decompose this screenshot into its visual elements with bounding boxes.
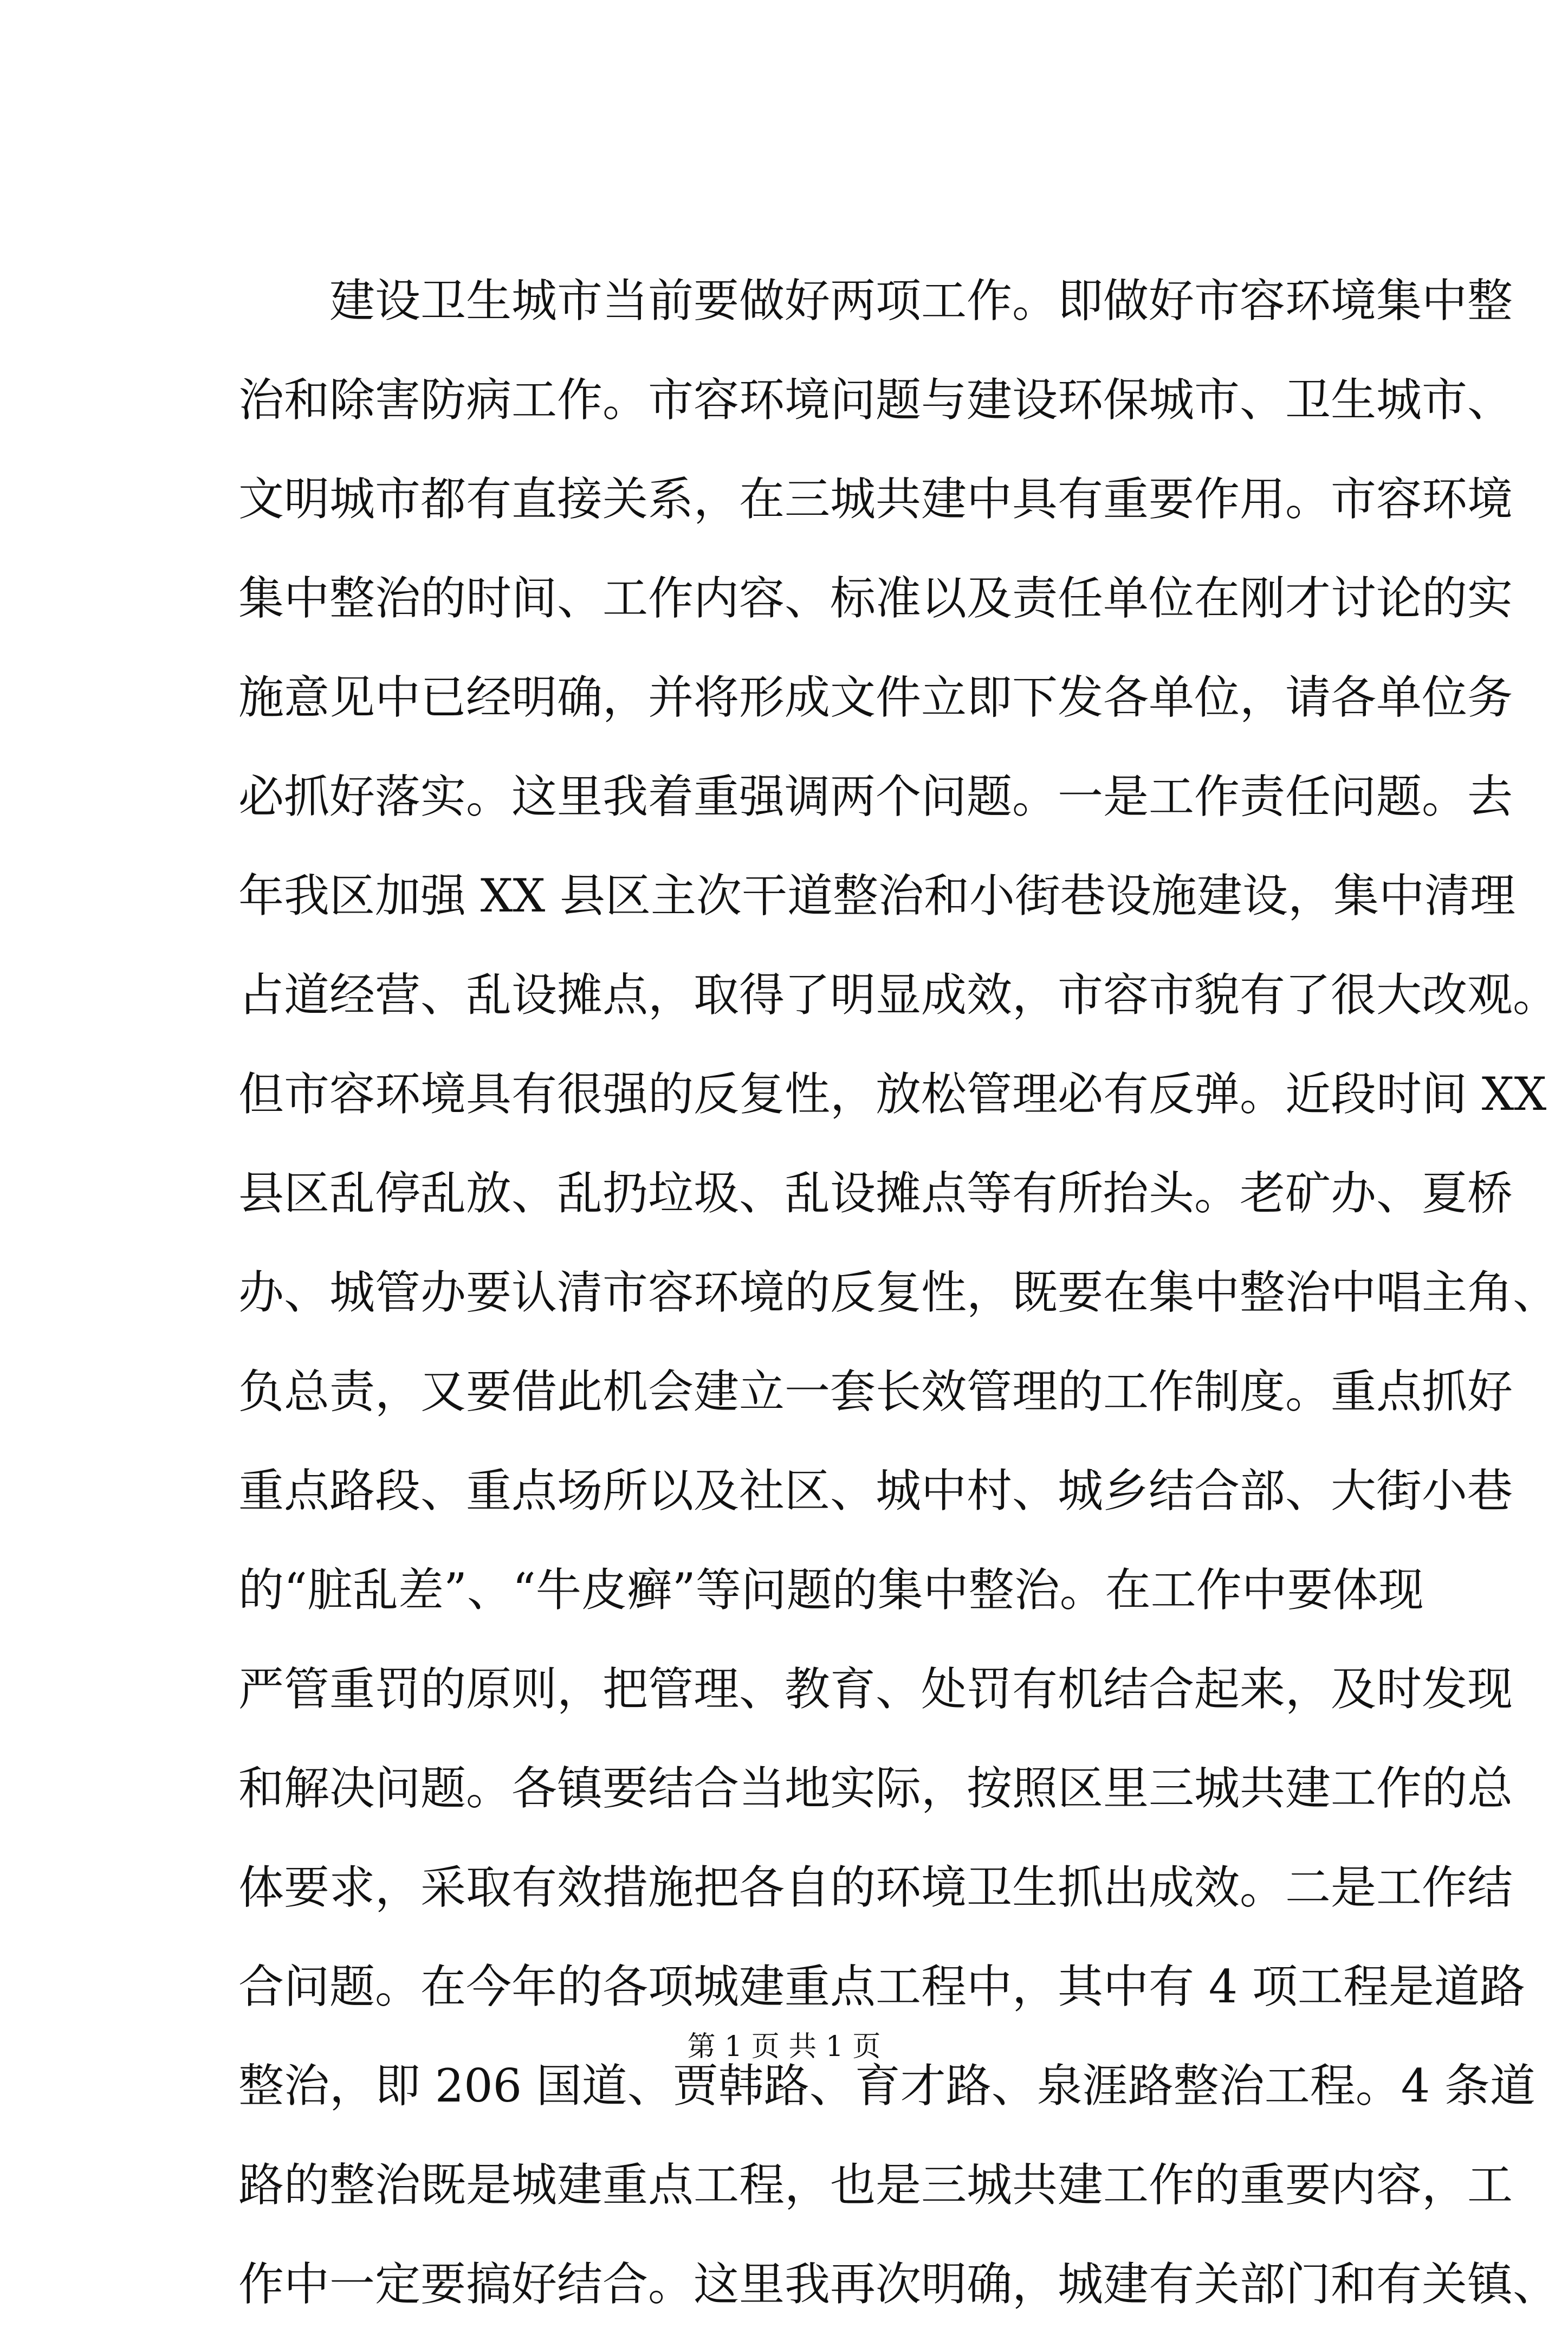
text-line-4: 集中整治的时间、工作内容、标准以及责任单位在刚才讨论的实 [238, 572, 1513, 625]
text-line-19: 整治，即 206 国道、贾韩路、育才路、泉涯路整治工程。4 条道 [238, 2059, 1535, 2112]
text-line-3: 文明城市都有直接关系，在三城共建中具有重要作用。市容环境 [238, 473, 1513, 526]
page-footer [0, 2028, 1568, 2066]
text-line-1: 建设卫生城市当前要做好两项工作。即做好市容环境集中整 [329, 274, 1513, 327]
text-line-10: 县区乱停乱放、乱扔垃圾、乱设摊点等有所抬头。老矿办、夏桥 [238, 1167, 1513, 1220]
text-line-15: 严管重罚的原则，把管理、教育、处罚有机结合起来，及时发现 [238, 1663, 1513, 1716]
text-line-8: 占道经营、乱设摊点，取得了明显成效，市容市貌有了很大改观。 [238, 968, 1559, 1021]
text-line-11: 办、城管办要认清市容环境的反复性，既要在集中整治中唱主角、 [238, 1266, 1559, 1319]
text-line-21: 作中一定要搞好结合。这里我再次明确，城建有关部门和有关镇、 [238, 2258, 1559, 2311]
text-line-13: 重点路段、重点场所以及社区、城中村、城乡结合部、大街小巷 [238, 1464, 1513, 1517]
text-line-7: 年我区加强 XX 县区主次干道整治和小街巷设施建设，集中清理 [238, 869, 1516, 922]
text-line-5: 施意见中已经明确，并将形成文件立即下发各单位，请各单位务 [238, 671, 1513, 724]
text-line-12: 负总责，又要借此机会建立一套长效管理的工作制度。重点抓好 [238, 1365, 1513, 1418]
text-line-16: 和解决问题。各镇要结合当地实际，按照区里三城共建工作的总 [238, 1762, 1513, 1815]
text-line-9: 但市容环境具有很强的反复性，放松管理必有反弹。近段时间 XX [238, 1068, 1547, 1121]
page-number-label: 第 1 页 共 1 页 [687, 2031, 881, 2063]
text-line-18: 合问题。在今年的各项城建重点工程中，其中有 4 项工程是道路 [238, 1960, 1525, 2013]
body-paragraph [238, 251, 1559, 2334]
text-line-17: 体要求，采取有效措施把各自的环境卫生抓出成效。二是工作结 [238, 1861, 1513, 1914]
text-line-14: 的“脏乱差”、“牛皮癣”等问题的集中整治。在工作中要体现 [238, 1563, 1424, 1617]
text-line-20: 路的整治既是城建重点工程，也是三城共建工作的重要内容，工 [238, 2158, 1513, 2212]
text-line-2: 治和除害防病工作。市容环境问题与建设环保城市、卫生城市、 [238, 373, 1513, 426]
text-line-6: 必抓好落实。这里我着重强调两个问题。一是工作责任问题。去 [238, 770, 1513, 823]
